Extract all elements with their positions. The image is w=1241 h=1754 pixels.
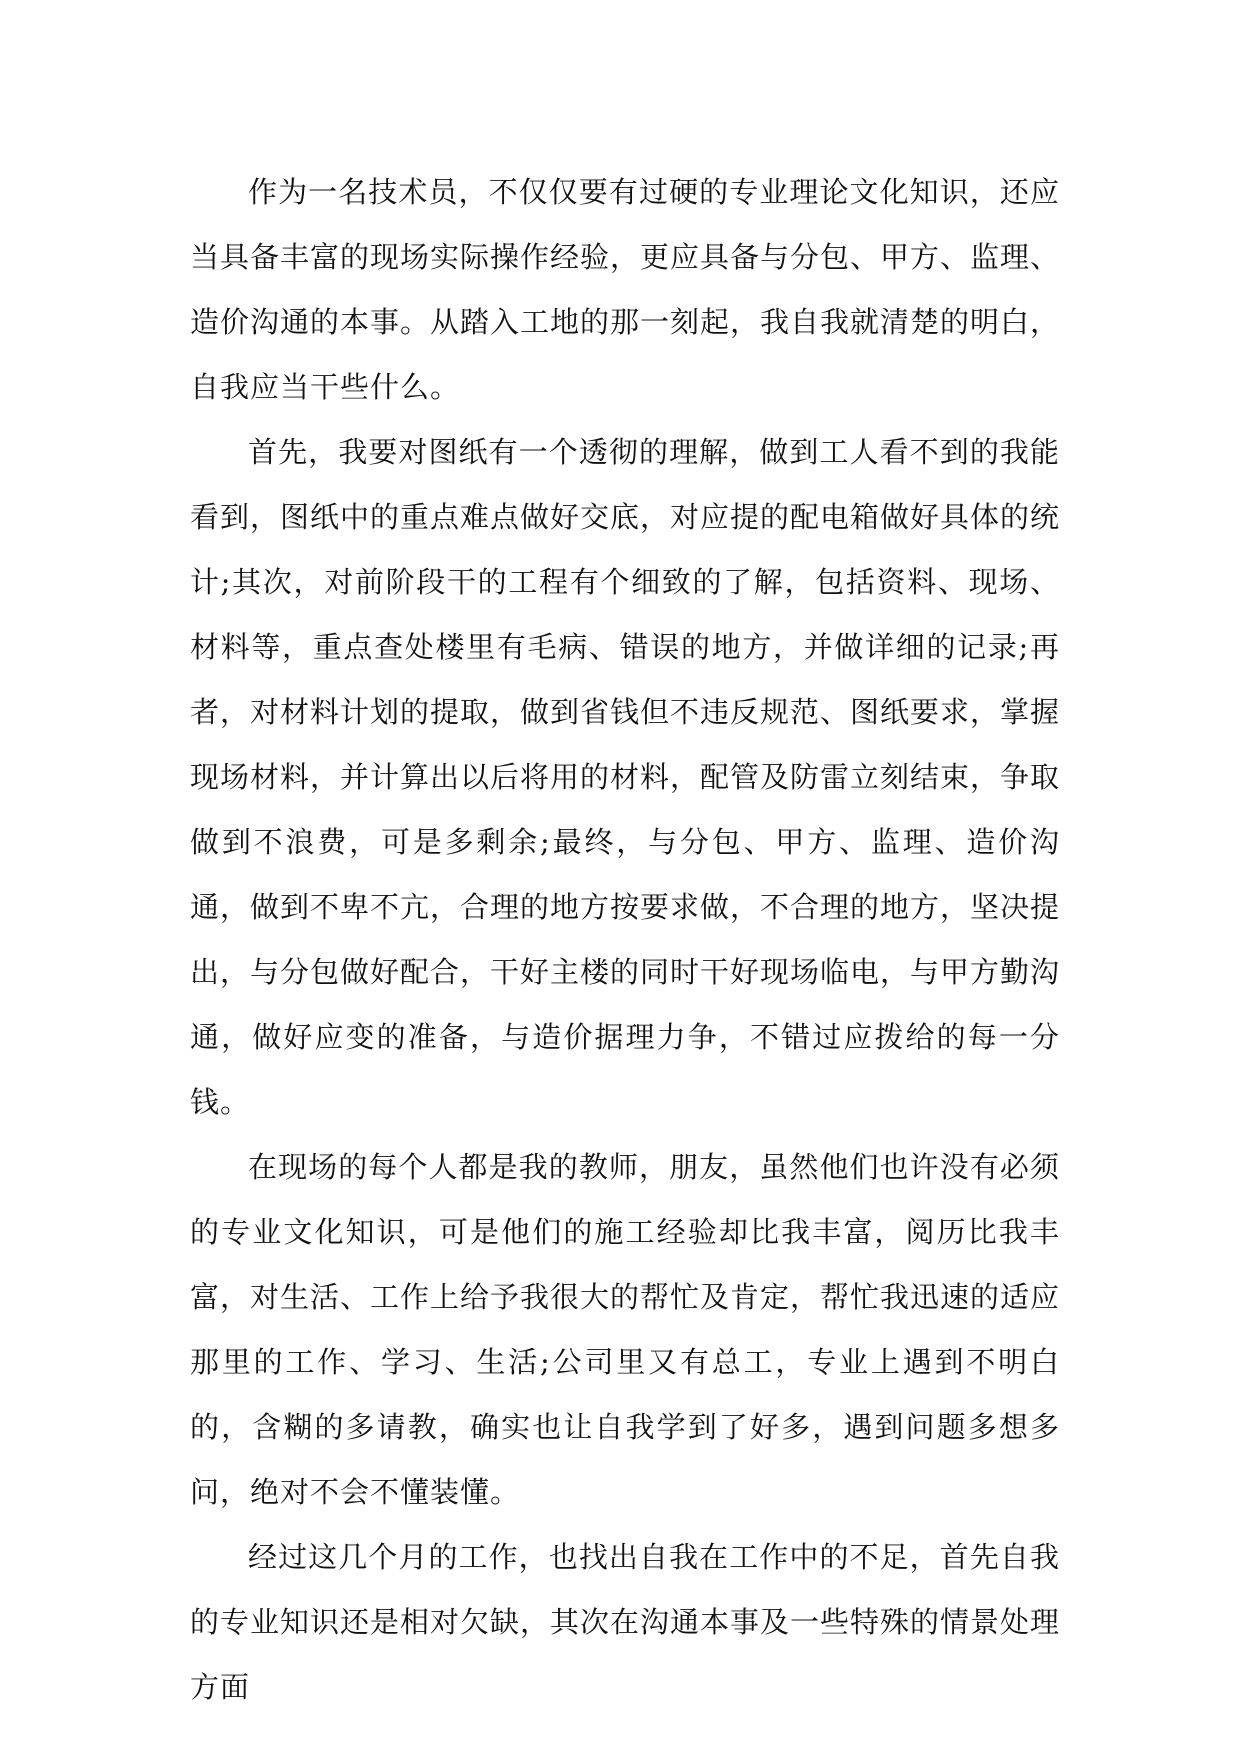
paragraph-1: 作为一名技术员，不仅仅要有过硬的专业理论文化知识，还应当具备丰富的现场实际操作经验，更应具备与分包、甲方、监理、造价沟通的本事。从踏入工地的那一刻起，我自我就清楚的明白，自我应当干些什么。 — [190, 175, 1061, 404]
document-body — [190, 160, 1060, 1720]
paragraph-4: 经过这几个月的工作，也找出自我在工作中的不足，首先自我的专业知识还是相对欠缺，其次在沟通本事及一些特殊的情景处理方面 — [190, 1540, 1061, 1704]
paragraph-2: 首先，我要对图纸有一个透彻的理解，做到工人看不到的我能看到，图纸中的重点难点做好交底，对应提的配电箱做好具体的统计;其次，对前阶段干的工程有个细致的了解，包括资料、现场、材料等，重点查处楼里有毛病、错误的地方，并做详细的记录;再者，对材料计划的提取，做到省钱但不违反规范、图纸要求，掌握现场材料，并计算出以后将用的材料，配管及防雷立刻结束，争取做到不浪费，可是多剩余;最终，与分包、甲方、监理、造价沟通，做到不卑不亢，合理的地方按要求做，不合理的地方，坚决提出，与分包做好配合，干好主楼的同时干好现场临电，与甲方勤沟通，做好应变的准备，与造价据理力争，不错过应拨给的每一分钱。 — [190, 435, 1061, 1119]
paragraph-3: 在现场的每个人都是我的教师，朋友，虽然他们也许没有必须的专业文化知识，可是他们的施工经验却比我丰富，阅历比我丰富，对生活、工作上给予我很大的帮忙及肯定，帮忙我迅速的适应那里的工作、学习、生活;公司里又有总工，专业上遇到不明白的，含糊的多请教，确实也让自我学到了好多，遇到问题多想多问，绝对不会不懂装懂。 — [190, 1150, 1061, 1509]
